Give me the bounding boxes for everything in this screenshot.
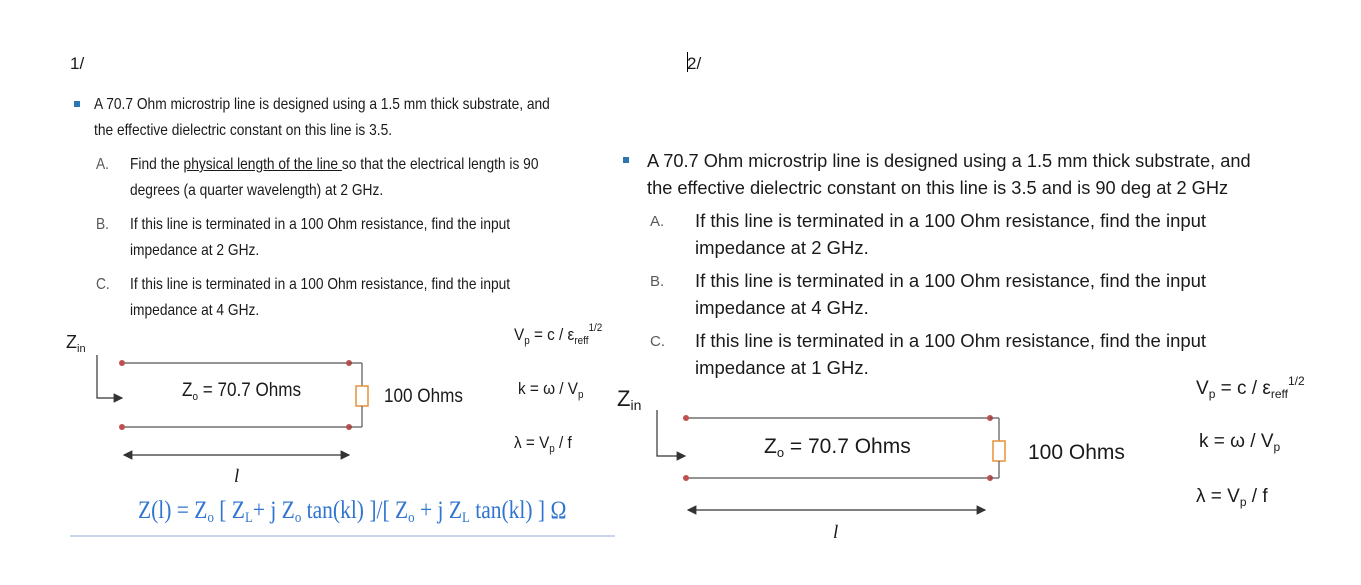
- problem-2-item-b-line1: If this line is terminated in a 100 Ohm resistance, find the input: [695, 270, 1207, 291]
- formula-part: tan(kl) ] Ω: [469, 497, 567, 524]
- item-a-text-post: so that the electrical length is 90: [341, 156, 539, 173]
- zin-main: Z: [66, 332, 77, 352]
- k-equation: [518, 379, 584, 401]
- problem-2-intro-line2: the effective dielectric constant on this line is 3.5 and is 90 deg at 2 GHz: [647, 177, 1229, 198]
- eq-sub: reff: [1270, 387, 1288, 401]
- eq-sub: p: [577, 389, 584, 401]
- problem-1-intro-line1: A 70.7 Ohm microstrip line is designed using a 1.5 mm thick substrate, and: [94, 96, 550, 113]
- vp-equation: [1196, 374, 1305, 401]
- eq-text: / f: [1246, 486, 1268, 507]
- vp-equation: [514, 322, 602, 347]
- eq-text: = c / ε: [1215, 378, 1271, 399]
- problem-2-number: 2/: [687, 54, 702, 73]
- problem-2-item-c-line2: impedance at 1 GHz.: [695, 357, 869, 378]
- eq-sub: p: [1239, 495, 1247, 509]
- load-label: 100 Ohms: [384, 386, 463, 407]
- formula-sub: o: [408, 510, 415, 526]
- lambda-equation: [514, 433, 572, 455]
- zin-label: [66, 332, 86, 355]
- item-a-text-pre: Find the: [130, 156, 184, 173]
- zin-main: Z: [617, 386, 631, 411]
- length-label: l: [234, 466, 240, 487]
- formula-sub: o: [207, 510, 214, 526]
- eq-sub: p: [524, 335, 530, 347]
- zin-sub: in: [630, 397, 642, 413]
- problem-2-item-a-line2: impedance at 2 GHz.: [695, 237, 869, 258]
- problem-2-item-b-line2: impedance at 4 GHz.: [695, 297, 869, 318]
- item-letter: C.: [650, 333, 665, 350]
- zin-label: [617, 386, 641, 413]
- eq-text: λ = V: [514, 433, 550, 452]
- eq-sup: 1/2: [1287, 374, 1305, 388]
- problem-1-number: 1/: [70, 54, 85, 73]
- formula-part: tan(kl) ]/[ Z: [301, 497, 409, 524]
- eq-sub: p: [1208, 387, 1216, 401]
- z0-sub: o: [776, 445, 785, 460]
- eq-sub: reff: [574, 335, 589, 347]
- eq-text: / f: [554, 433, 572, 452]
- item-letter: A.: [650, 213, 665, 230]
- zin-sub: in: [77, 343, 86, 355]
- formula-part: Z(l) = Z: [138, 497, 208, 524]
- bullet-marker: [623, 157, 629, 163]
- eq-text: k = ω / V: [1199, 431, 1274, 452]
- formula-part: + j Z: [252, 497, 295, 524]
- problem-1-item-c-line1: If this line is terminated in a 100 Ohm resistance, find the input: [130, 276, 511, 293]
- length-label: l: [833, 522, 839, 543]
- z0-rest: = 70.7 Ohms: [197, 380, 302, 401]
- eq-text: V: [1196, 378, 1209, 399]
- eq-text: k = ω / V: [518, 379, 578, 398]
- z0-main: Z: [764, 435, 777, 458]
- z0-rest: = 70.7 Ohms: [784, 435, 911, 458]
- k-equation: [1199, 431, 1280, 454]
- formula-sub: L: [244, 510, 253, 526]
- problem-1-item-b-line2: impedance at 2 GHz.: [130, 242, 260, 259]
- eq-sub: p: [549, 443, 555, 455]
- problem-1-item-c-line2: impedance at 4 GHz.: [130, 302, 260, 319]
- formula-sub: o: [294, 510, 302, 526]
- problem-2-intro-line1: A 70.7 Ohm microstrip line is designed using a 1.5 mm thick substrate, and: [647, 150, 1251, 171]
- item-letter: B.: [650, 273, 665, 290]
- z0-sub: o: [192, 391, 198, 403]
- input-impedance-formula: [138, 497, 566, 527]
- item-letter: B.: [96, 216, 110, 233]
- z0-label: [764, 435, 911, 460]
- eq-text: V: [514, 325, 525, 344]
- formula-part: [ Z: [213, 497, 245, 524]
- formula-part: + j Z: [414, 497, 462, 524]
- problem-2-item-c-line1: If this line is terminated in a 100 Ohm resistance, find the input: [695, 330, 1207, 351]
- problem-1-item-a-line2: degrees (a quarter wavelength) at 2 GHz.: [130, 182, 384, 199]
- eq-text: λ = V: [1196, 486, 1240, 507]
- item-letter: C.: [96, 276, 110, 293]
- item-letter: A.: [96, 156, 110, 173]
- eq-sup: 1/2: [588, 322, 603, 334]
- formula-sub: L: [461, 510, 470, 526]
- eq-text: = c / ε: [529, 325, 575, 344]
- eq-sub: p: [1273, 440, 1281, 454]
- load-label: 100 Ohms: [1028, 441, 1125, 464]
- z0-label: [182, 380, 301, 403]
- problem-1-intro-line2: the effective dielectric constant on this line is 3.5.: [94, 122, 393, 139]
- problem-2-item-a-line1: If this line is terminated in a 100 Ohm resistance, find the input: [695, 210, 1207, 231]
- item-a-underlined-text: physical length of the line: [183, 156, 342, 173]
- z0-main: Z: [182, 380, 193, 401]
- problem-1-item-b-line1: If this line is terminated in a 100 Ohm resistance, find the input: [130, 216, 511, 233]
- lambda-equation: [1196, 486, 1268, 509]
